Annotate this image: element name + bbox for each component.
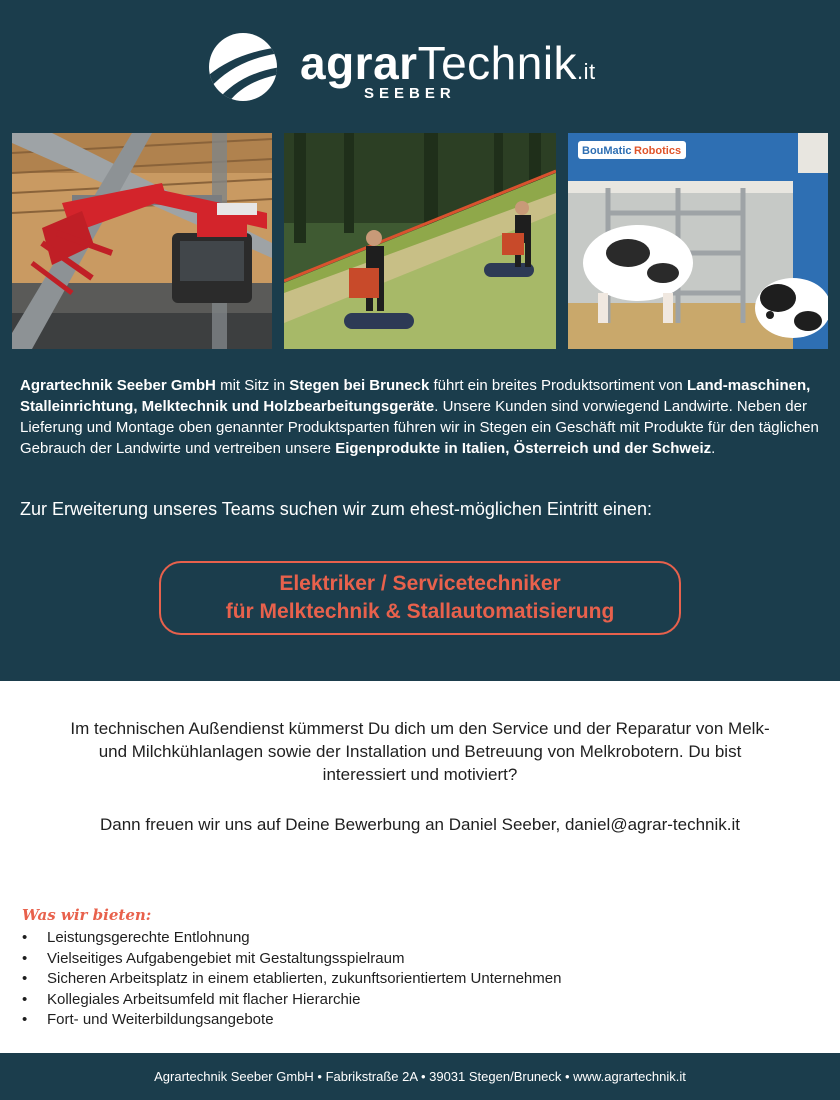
robot-brand-sub-label: Robotics: [634, 145, 682, 157]
intro-own-products: Eigenprodukte in Italien, Österreich und der Schweiz: [335, 440, 712, 457]
offer-item: • Vielseitiges Aufgabengebiet mit Gestaltungsspielraum: [22, 949, 802, 970]
milking-robot-photo: [568, 133, 828, 349]
intro-text-a: mit Sitz in: [215, 377, 290, 394]
offer-item: • Leistungsgerechte Entlohnung: [22, 928, 802, 949]
offer-item: • Sicheren Arbeitsplatz in einem etablierten, zukunftsorientiertem Unternehmen: [22, 969, 802, 990]
robot-brand-label: BouMatic: [582, 145, 632, 157]
logo-swoosh-icon: [208, 32, 278, 102]
logo-tld: .it: [577, 59, 596, 84]
hay-crane-photo: [12, 133, 272, 349]
intro-text-d: .: [711, 440, 716, 457]
job-title-box: [159, 561, 681, 635]
mowing-slope-photo: [284, 133, 556, 349]
footer-contact-bar: Agrartechnik Seeber GmbH • Fabrikstraße 2A • 39031 Stegen/Bruneck • www.agrartechnik.it: [0, 1053, 840, 1100]
company-intro: [20, 375, 820, 459]
offer-item: • Fort- und Weiterbildungsangebote: [22, 1010, 802, 1031]
intro-products: Land-maschinen, Stalleinrichtung, Melktechnik und Holzbearbeitungsgeräte: [20, 377, 811, 415]
job-title-line-1: Elektriker / Servicetechniker: [279, 572, 561, 595]
intro-company-name: Agrartechnik Seeber GmbH: [20, 377, 216, 394]
intro-text-b: führt ein breites Produktsortiment von: [429, 377, 687, 394]
logo-word-light: Technik: [417, 37, 578, 89]
intro-text-c: . Unsere Kunden sind vorwiegend Landwirte. Neben der Lieferung und Montage oben genannter Produktsparten führen wir in Stegen ein Geschäft mit Produkte für den täglichen Gebrauch der Landwirte und vertreiben unsere: [20, 398, 819, 457]
application-contact: Dann freuen wir uns auf Deine Bewerbung an Daniel Seeber, daniel@agrar-technik.it: [99, 815, 741, 834]
job-description: Im technischen Außendienst kümmerst Du dich um den Service und der Reparatur von Melk- und Milchkühlanlagen sowie der Installation und Betreuung von Melkrobotern. Du bist interessiert und motiviert?: [70, 719, 770, 784]
company-logo: [208, 30, 638, 110]
offer-item: • Kollegiales Arbeitsumfeld mit flacher Hierarchie: [22, 990, 802, 1011]
offer-list: [22, 928, 802, 1031]
intro-location: Stegen bei Bruneck: [289, 377, 430, 394]
offer-heading: Was wir bieten:: [22, 906, 152, 924]
team-lead-sentence: Zur Erweiterung unseres Teams suchen wir zum ehest-möglichen Eintritt einen:: [20, 499, 652, 519]
job-title-line-2: für Melktechnik & Stallautomatisierung: [225, 600, 615, 623]
logo-word-bold: agrar: [300, 37, 418, 89]
logo-subtitle: SEEBER: [364, 85, 456, 102]
